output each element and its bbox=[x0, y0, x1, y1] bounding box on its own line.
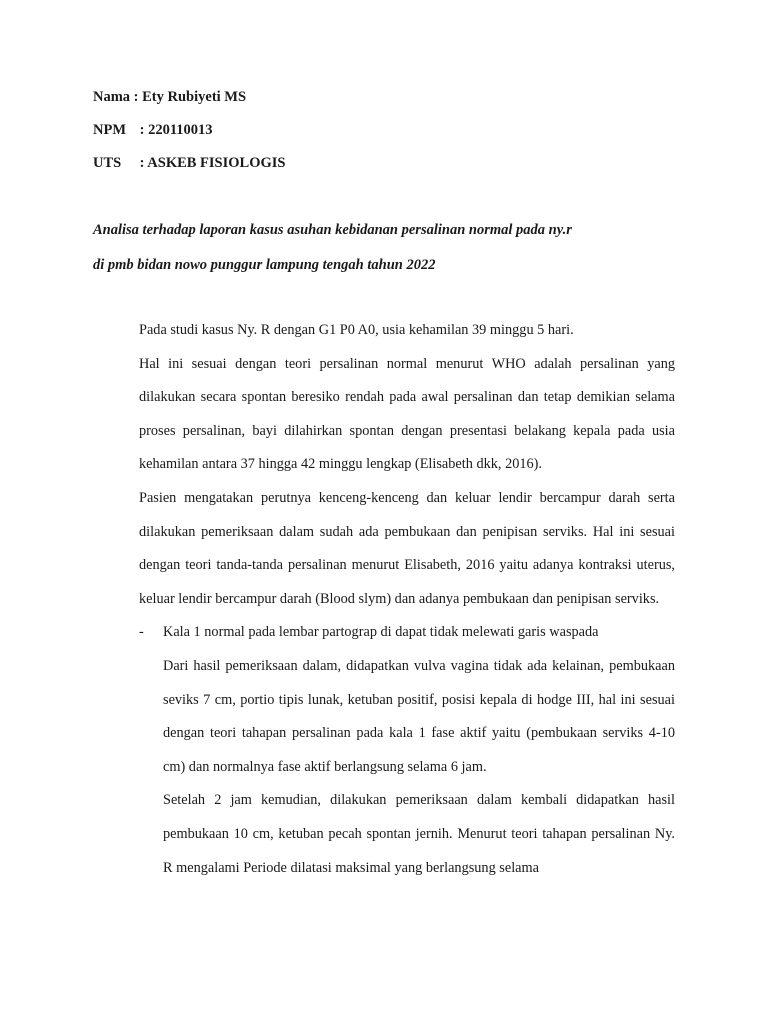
list-item bbox=[139, 616, 675, 885]
header-uts-row bbox=[93, 154, 285, 172]
list-dash: - bbox=[139, 624, 144, 641]
header-name-row bbox=[93, 88, 246, 106]
npm-label: NPM bbox=[93, 122, 127, 138]
body-paragraph-2: Hal ini sesuai dengan teori persalinan normal menurut WHO adalah persalinan yang dilakukan secara spontan beresiko rendah pada awal persalinan dan tetap demikian selama proses persalinan, bayi dilahirkan spontan dengan presentasi belakang kepala pada usia kehamilan antara 37 hingga 42 minggu lengkap (Elisabeth dkk, 2016). bbox=[139, 355, 675, 473]
npm-value: : 220110013 bbox=[139, 122, 213, 138]
document-body bbox=[139, 314, 675, 885]
header-npm-row bbox=[93, 121, 213, 139]
list-item-paragraph-2: Setelah 2 jam kemudian, dilakukan pemeriksaan dalam kembali didapatkan hasil pembukaan 10 cm, ketuban pecah spontan jernih. Menurut teori tahapan persalinan Ny. R mengalami Periode dilatasi maksimal yang berlangsung selama bbox=[163, 792, 675, 876]
list-item-paragraph-1: Dari hasil pemeriksaan dalam, didapatkan vulva vagina tidak ada kelainan, pembukaan seviks 7 cm, portio tipis lunak, ketuban positif, posisi kepala di hodge III, hal ini sesuai dengan teori tahapan persalinan pada kala 1 fase aktif yaitu (pembukaan serviks 4-10 cm) dan normalnya fase aktif berlangsung selama 6 jam. bbox=[163, 657, 675, 775]
list-item-content bbox=[163, 616, 675, 885]
uts-label: UTS bbox=[93, 155, 122, 171]
name-label: Nama : bbox=[93, 89, 139, 105]
uts-value: : ASKEB FISIOLOGIS bbox=[139, 155, 286, 171]
list-item-heading: Kala 1 normal pada lembar partograp di dapat tidak melewati garis waspada bbox=[163, 624, 599, 641]
name-value: Ety Rubiyeti MS bbox=[142, 89, 247, 105]
body-paragraph-1: Pada studi kasus Ny. R dengan G1 P0 A0, usia kehamilan 39 minggu 5 hari. bbox=[139, 322, 574, 338]
body-paragraph-3: Pasien mengatakan perutnya kenceng-kenceng dan keluar lendir bercampur darah serta dilakukan pemeriksaan dalam sudah ada pembukaan dan penipisan serviks. Hal ini sesuai dengan teori tanda-tanda persalinan menurut Elisabeth, 2016 yaitu adanya kontraksi uterus, keluar lendir bercampur darah (Blood slym) dan adanya pembukaan dan penipisan serviks. bbox=[139, 489, 675, 607]
document-title-line-1: Analisa terhadap laporan kasus asuhan kebidanan persalinan normal pada ny.r bbox=[93, 222, 572, 238]
document-title-line-2: di pmb bidan nowo punggur lampung tengah tahun 2022 bbox=[93, 257, 436, 273]
